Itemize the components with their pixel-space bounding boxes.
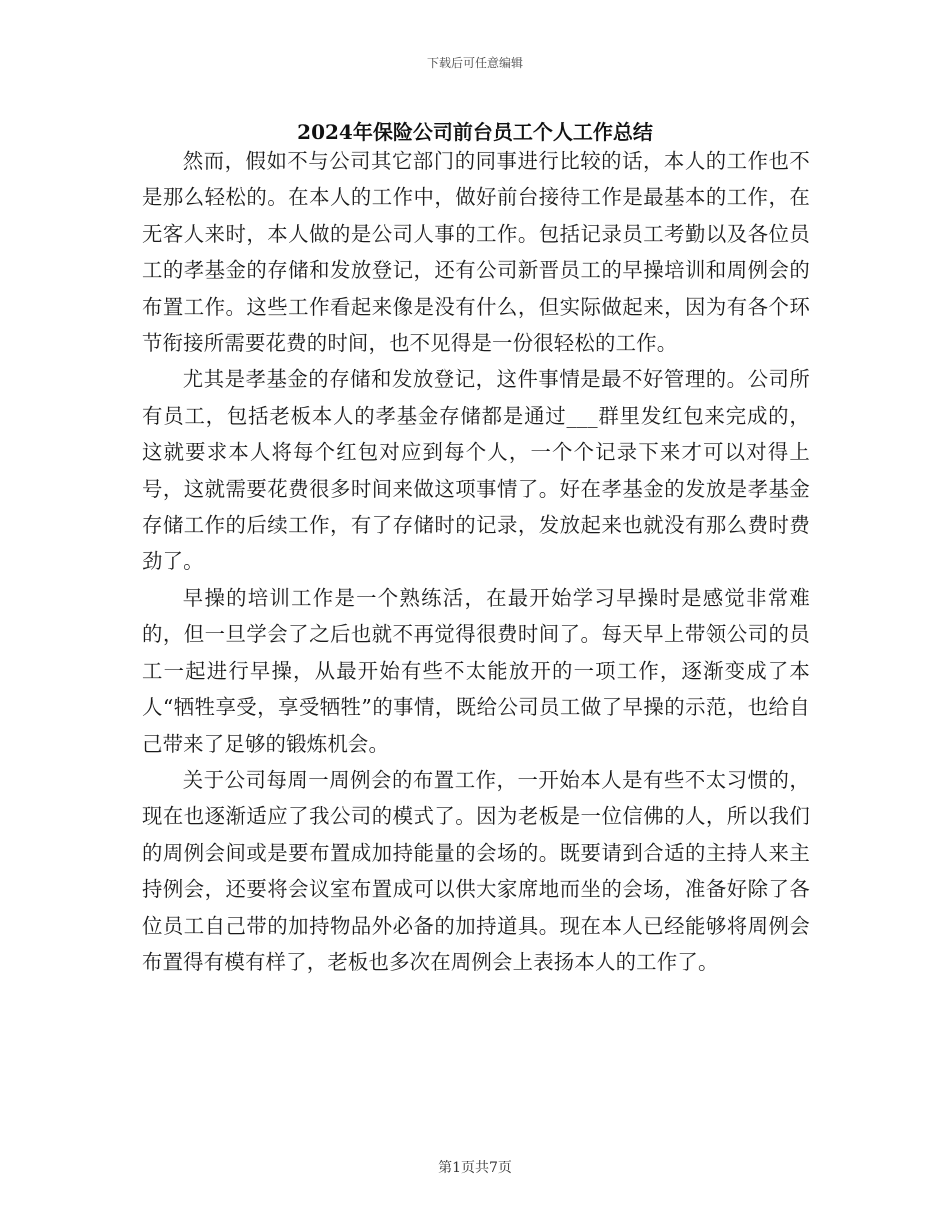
paragraph: 关于公司每周一周例会的布置工作，一开始本人是有些不太习惯的，现在也逐渐适应了我公司的模式了。因为老板是一位信佛的人，所以我们的周例会间或是要布置成加持能量的会场的。既要请到合适的主持人来主持例会，还要将会议室布置成可以供大家席地而坐的会场，准备好除了各位员工自己带的加持物品外必备的加持道具。现在本人已经能够将周例会布置得有模有样了，老板也多次在周例会上表扬本人的工作了。 xyxy=(142,767,810,974)
paragraph: 早操的培训工作是一个熟练活，在最开始学习早操时是感觉非常难的，但一旦学会了之后也就不再觉得很费时间了。每天早上带领公司的员工一起进行早操，从最开始有些不太能放开的一项工作，逐渐变成了本人“牺牲享受，享受牺牲”的事情，既给公司员工做了早操的示范，也给自己带来了足够的锻炼机会。 xyxy=(142,585,810,756)
header-note: 下载后可任意编辑 xyxy=(426,56,523,70)
page-footer: 第1页共7页 xyxy=(438,1160,512,1176)
paragraph: 然而，假如不与公司其它部门的同事进行比较的话，本人的工作也不是那么轻松的。在本人的工作中，做好前台接待工作是最基本的工作，在无客人来时，本人做的是公司人事的工作。包括记录员工考勤以及各位员工的孝基金的存储和发放登记，还有公司新晋员工的早操培训和周例会的布置工作。这些工作看起来像是没有什么，但实际做起来，因为有各个环节衔接所需要花费的时间，也不见得是一份很轻松的工作。 xyxy=(142,149,810,356)
paragraph: 尤其是孝基金的存储和发放登记，这件事情是最不好管理的。公司所有员工，包括老板本人的孝基金存储都是通过___群里发红包来完成的，这就要求本人将每个红包对应到每个人，一个个记录下来才可以对得上号，这就需要花费很多时间来做这项事情了。好在孝基金的发放是孝基金存储工作的后续工作，有了存储时的记录，发放起来也就没有那么费时费劲了。 xyxy=(142,367,810,574)
document-title: 2024年保险公司前台员工个人工作总结 xyxy=(297,120,653,144)
document-body xyxy=(142,143,810,980)
